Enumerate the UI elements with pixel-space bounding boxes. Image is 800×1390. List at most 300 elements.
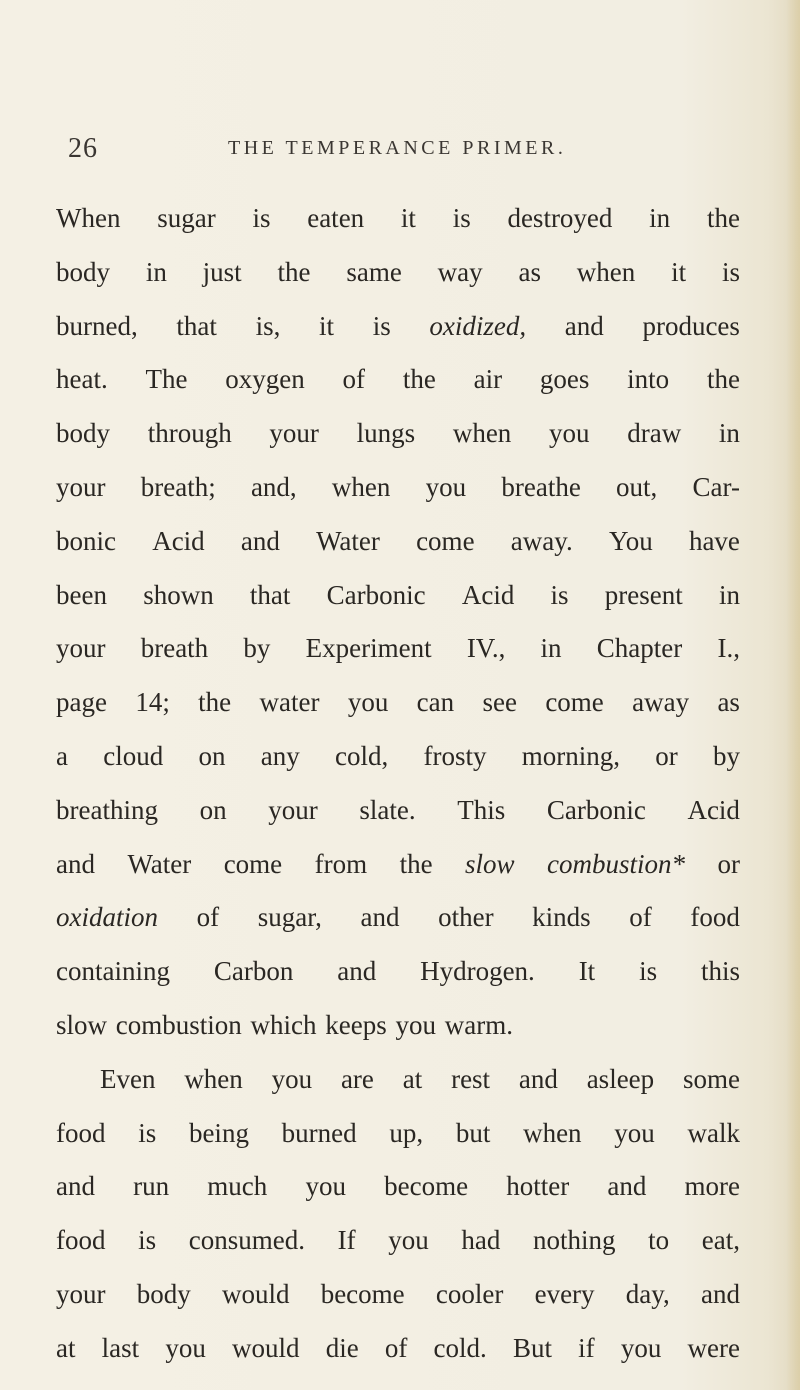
text: the	[198, 687, 232, 718]
running-head: THE TEMPERANCE PRIMER.	[228, 137, 567, 159]
word	[467, 622, 506, 676]
word: you	[395, 1009, 445, 1040]
word	[56, 730, 68, 784]
word: keeps	[325, 1009, 396, 1040]
text: as	[518, 256, 541, 287]
word	[148, 407, 232, 461]
text: morning,	[521, 740, 620, 771]
text: is	[138, 1117, 157, 1148]
word	[360, 891, 399, 945]
word	[707, 192, 740, 246]
word	[335, 730, 388, 784]
text: but	[455, 1117, 491, 1148]
word	[359, 784, 415, 838]
text: and	[607, 1171, 647, 1202]
word	[683, 1053, 740, 1107]
text: is	[452, 203, 471, 233]
text: breath;	[140, 471, 216, 502]
text: the	[402, 364, 436, 395]
word	[343, 353, 366, 407]
text: asleep	[586, 1063, 655, 1094]
word	[465, 838, 515, 892]
text: Hydrogen.	[420, 956, 535, 987]
text: been	[56, 579, 107, 610]
text: a	[56, 740, 68, 771]
word	[545, 676, 603, 730]
word	[141, 622, 208, 676]
word	[577, 246, 635, 300]
text: When	[56, 203, 121, 233]
text: on	[199, 794, 227, 825]
text: or	[655, 740, 678, 771]
text-line	[56, 192, 740, 246]
word	[607, 1160, 646, 1214]
text: you	[614, 1117, 655, 1148]
word	[341, 1053, 374, 1107]
word	[507, 192, 612, 246]
word	[56, 246, 110, 300]
word	[717, 676, 740, 730]
text: more	[684, 1171, 740, 1202]
text: you	[347, 687, 389, 718]
text: and,	[250, 471, 297, 502]
text-line	[56, 784, 740, 838]
word	[157, 192, 215, 246]
text-line	[56, 1160, 740, 1214]
word	[522, 730, 620, 784]
word	[417, 676, 454, 730]
word	[533, 1214, 616, 1268]
word	[461, 1214, 500, 1268]
text: Water	[127, 848, 192, 879]
text-line	[56, 676, 740, 730]
text: much	[207, 1171, 268, 1202]
text: away.	[510, 525, 573, 556]
word	[551, 569, 569, 623]
word	[690, 891, 740, 945]
word	[719, 407, 740, 461]
word	[400, 838, 433, 892]
text: your	[56, 633, 106, 664]
text: breathe	[501, 471, 581, 502]
word	[224, 838, 282, 892]
word	[278, 246, 311, 300]
text: is	[639, 956, 658, 987]
text: food	[56, 1117, 106, 1148]
word: slow	[56, 1009, 116, 1040]
word	[547, 784, 646, 838]
word	[258, 891, 322, 945]
word	[307, 192, 364, 246]
text: in	[649, 203, 671, 233]
text: draw	[627, 418, 682, 449]
text: air	[473, 364, 503, 395]
word	[456, 1107, 491, 1161]
text-line	[56, 730, 740, 784]
text: food	[690, 902, 740, 933]
text: If	[337, 1225, 356, 1256]
word	[135, 676, 170, 730]
text: from	[314, 848, 368, 879]
text: present	[604, 579, 683, 610]
word	[429, 300, 526, 354]
text: into	[627, 364, 670, 395]
text: Acid	[687, 794, 740, 825]
text: is	[252, 203, 271, 233]
word	[579, 945, 596, 999]
word	[639, 945, 657, 999]
word	[56, 1107, 106, 1161]
word	[702, 1214, 740, 1268]
word	[389, 1107, 423, 1161]
word	[621, 1322, 662, 1376]
word	[722, 246, 740, 300]
word	[305, 1160, 346, 1214]
word	[100, 1053, 155, 1107]
word	[642, 300, 739, 354]
text: But	[512, 1332, 552, 1363]
text: you	[549, 418, 590, 449]
word	[198, 730, 225, 784]
word	[587, 1053, 654, 1107]
word	[717, 838, 740, 892]
word	[327, 569, 426, 623]
word	[609, 515, 653, 569]
word	[102, 1322, 140, 1376]
text: you	[165, 1332, 206, 1363]
word	[250, 569, 291, 623]
text: way	[437, 256, 483, 287]
text: consumed.	[188, 1225, 305, 1256]
word	[388, 1214, 429, 1268]
text: you	[388, 1225, 429, 1256]
text: sugar	[157, 203, 216, 233]
text: that	[176, 310, 217, 341]
text: Carbonic	[326, 579, 426, 610]
word	[648, 1214, 669, 1268]
word	[256, 300, 281, 354]
text: burned	[281, 1117, 357, 1148]
word	[403, 353, 436, 407]
word	[385, 1322, 408, 1376]
word	[401, 192, 416, 246]
word	[438, 246, 483, 300]
word	[523, 1107, 581, 1161]
text: Carbonic	[546, 794, 646, 825]
text: hotter	[506, 1171, 570, 1202]
word	[241, 515, 280, 569]
text: food	[56, 1225, 106, 1256]
word	[482, 676, 516, 730]
italic-text: combustion*	[547, 848, 685, 879]
word	[316, 515, 380, 569]
text: IV.,	[466, 633, 506, 664]
word	[614, 1107, 655, 1161]
text: had	[461, 1225, 501, 1256]
text: become	[320, 1278, 405, 1309]
text: lungs	[356, 418, 416, 449]
word	[540, 353, 590, 407]
text: It	[578, 956, 596, 987]
text: to	[648, 1225, 670, 1256]
text: through	[147, 418, 232, 449]
text: in	[145, 256, 167, 287]
word	[56, 622, 106, 676]
text: when	[523, 1117, 582, 1148]
text: become	[384, 1171, 469, 1202]
word	[197, 891, 220, 945]
text-line	[56, 1107, 740, 1161]
text: eat,	[701, 1225, 740, 1256]
text: Acid	[152, 525, 205, 556]
text: is	[721, 256, 740, 287]
word	[627, 353, 669, 407]
text-line	[56, 569, 740, 623]
text: Chapter	[596, 633, 683, 664]
word	[655, 730, 678, 784]
word	[416, 515, 474, 569]
paragraph	[56, 1053, 740, 1376]
text: slate.	[359, 794, 416, 825]
text: come	[223, 848, 283, 879]
text: kinds	[532, 902, 591, 933]
text: and	[518, 1063, 558, 1094]
word	[357, 407, 416, 461]
text: away	[632, 687, 690, 718]
word	[214, 945, 293, 999]
word	[260, 676, 320, 730]
word: which	[250, 1009, 326, 1040]
text: that	[249, 579, 291, 610]
word	[56, 1268, 106, 1322]
text: in	[718, 418, 740, 449]
text: burned,	[56, 310, 138, 341]
text-line	[56, 461, 740, 515]
word: warm.	[444, 1009, 513, 1040]
text: of	[342, 364, 366, 395]
word	[137, 1268, 191, 1322]
word	[56, 945, 170, 999]
text: rest	[451, 1063, 491, 1094]
word	[315, 838, 367, 892]
word	[701, 1268, 740, 1322]
word	[203, 246, 242, 300]
text-line	[56, 838, 740, 892]
text: up,	[389, 1117, 424, 1148]
word	[626, 1268, 670, 1322]
text: have	[688, 525, 740, 556]
text-line	[56, 1322, 740, 1376]
word	[671, 246, 686, 300]
text-line	[56, 515, 740, 569]
word	[649, 192, 670, 246]
text: containing	[56, 956, 170, 987]
word	[629, 891, 652, 945]
text: walk	[687, 1117, 740, 1148]
word	[269, 407, 319, 461]
text: Experiment	[305, 633, 432, 664]
text: and	[240, 525, 280, 556]
text: is	[138, 1225, 157, 1256]
text: and	[337, 956, 377, 987]
word	[541, 622, 562, 676]
word	[56, 676, 107, 730]
text: come	[545, 687, 604, 718]
word	[688, 1107, 740, 1161]
text-line	[56, 891, 740, 945]
word	[103, 730, 163, 784]
page-header	[68, 133, 728, 173]
word	[532, 891, 591, 945]
word	[462, 569, 514, 623]
word	[56, 461, 106, 515]
text: out,	[616, 471, 658, 502]
text: your	[56, 471, 106, 502]
paragraph	[56, 192, 740, 1053]
text: eaten	[307, 203, 365, 233]
word	[717, 622, 740, 676]
text: at	[56, 1332, 76, 1363]
text: last	[101, 1332, 140, 1363]
text: destroyed	[507, 203, 613, 233]
text-line	[56, 622, 740, 676]
word	[198, 676, 231, 730]
word	[457, 784, 505, 838]
text: This	[457, 794, 506, 825]
word	[565, 300, 604, 354]
word	[373, 300, 391, 354]
text: is	[372, 310, 391, 341]
text-line	[56, 246, 740, 300]
word	[243, 622, 270, 676]
word	[501, 461, 580, 515]
text: were	[687, 1332, 740, 1363]
word	[146, 246, 167, 300]
word	[535, 1268, 595, 1322]
text: are	[340, 1063, 374, 1094]
text: The	[145, 364, 188, 395]
text: day,	[625, 1278, 670, 1309]
italic-text: oxidation	[56, 902, 158, 933]
text: breathing	[56, 794, 158, 825]
text: would	[221, 1278, 290, 1309]
word	[713, 730, 740, 784]
word	[56, 838, 95, 892]
word	[251, 461, 297, 515]
text: every	[534, 1278, 595, 1309]
text: any	[260, 740, 300, 771]
text: page	[56, 687, 107, 718]
text: the	[706, 364, 740, 395]
word	[56, 1160, 95, 1214]
word	[384, 1160, 468, 1214]
word	[438, 891, 493, 945]
text: frosty	[423, 740, 487, 771]
text: die	[325, 1332, 359, 1363]
text: as	[717, 687, 740, 718]
text: when	[576, 256, 636, 287]
text: this	[700, 956, 740, 987]
word	[348, 676, 389, 730]
word	[687, 784, 739, 838]
body-text	[56, 192, 740, 1376]
word	[436, 1268, 503, 1322]
word	[453, 192, 471, 246]
text: on	[198, 740, 226, 771]
word	[319, 300, 334, 354]
text: you	[305, 1171, 346, 1202]
word	[138, 1214, 156, 1268]
word	[56, 1214, 106, 1268]
text-line	[56, 999, 740, 1053]
text: Carbon	[213, 956, 294, 987]
word	[225, 353, 304, 407]
text: 14;	[135, 687, 170, 718]
word	[423, 730, 486, 784]
text: when	[452, 418, 512, 449]
word	[56, 569, 107, 623]
text: it	[400, 203, 416, 233]
text: when	[331, 471, 391, 502]
word	[506, 1160, 569, 1214]
text: Car-	[692, 471, 740, 502]
text: it	[671, 256, 687, 287]
word	[306, 622, 432, 676]
text: in	[540, 633, 562, 664]
text: by	[712, 740, 740, 771]
text: run	[133, 1171, 170, 1202]
word	[200, 784, 227, 838]
word	[176, 300, 217, 354]
word	[56, 1322, 76, 1376]
text: is,	[255, 310, 281, 341]
text: if	[578, 1332, 595, 1363]
word	[146, 353, 188, 407]
word	[693, 461, 740, 515]
word	[56, 353, 108, 407]
word	[337, 945, 376, 999]
text: and	[360, 902, 400, 933]
word	[403, 1053, 423, 1107]
text-line	[56, 300, 740, 354]
text-line	[56, 945, 740, 999]
text: nothing	[532, 1225, 616, 1256]
text: or	[717, 848, 740, 879]
italic-text: oxidized,	[429, 310, 527, 341]
text: body	[136, 1278, 191, 1309]
word	[451, 1053, 490, 1107]
text: same	[346, 256, 402, 287]
text: cold.	[433, 1332, 487, 1363]
word	[420, 945, 535, 999]
text: you	[271, 1063, 313, 1094]
text: being	[188, 1117, 249, 1148]
text: cloud	[103, 740, 164, 771]
text: of	[196, 902, 220, 933]
page-edge-shadow	[786, 0, 800, 1390]
text: you	[425, 471, 467, 502]
italic-text: slow	[465, 848, 515, 879]
word	[252, 192, 270, 246]
word	[549, 407, 590, 461]
word	[56, 300, 138, 354]
text: Water	[316, 525, 380, 556]
word	[272, 1053, 313, 1107]
text: sugar,	[257, 902, 322, 933]
word	[597, 622, 682, 676]
word	[56, 784, 158, 838]
word	[474, 353, 502, 407]
